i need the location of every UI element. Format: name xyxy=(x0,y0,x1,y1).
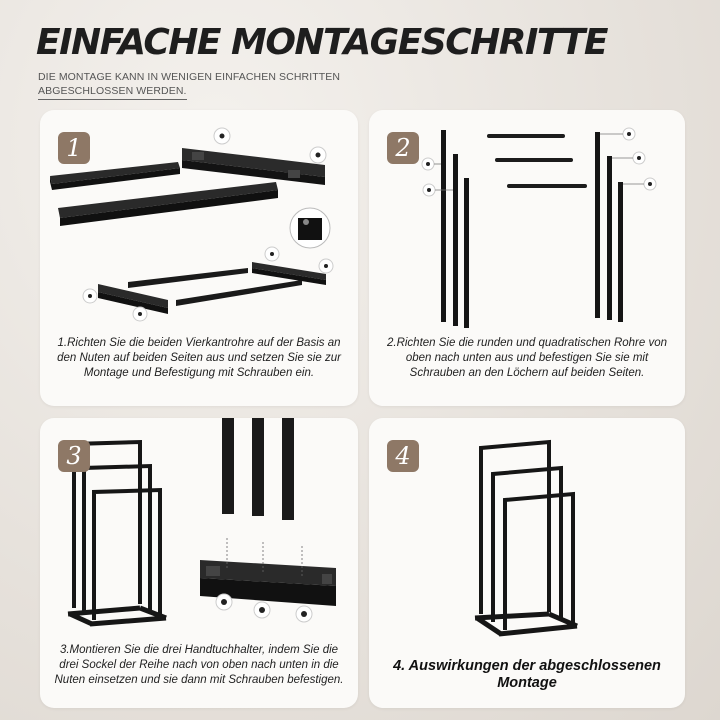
step-3-caption: 3.Montieren Sie die drei Handtuchhalter, indem Sie die drei Sockel der Reihe nach von oben nach unten in die Nuten einsetzen und sie dann mit Schrauben befestigen. xyxy=(54,644,344,686)
subtitle-line-2: ABGESCHLOSSEN WERDEN. xyxy=(38,84,187,100)
step-3-badge: 3 xyxy=(58,440,90,472)
step-3-card xyxy=(40,418,358,708)
page-title: EINFACHE MONTAGESCHRITTE xyxy=(36,22,607,63)
step-1-caption: 1.Richten Sie die beiden Vierkantrohre auf der Basis an den Nuten auf beiden Seiten aus und setzen Sie sie zur Montage und Befestigung mit Schrauben ein. xyxy=(57,337,341,379)
step-1-badge: 1 xyxy=(58,132,90,164)
step-4-badge: 4 xyxy=(387,440,419,472)
step-2-card xyxy=(369,110,685,406)
step-4-card xyxy=(369,418,685,708)
step-4-caption: 4. Auswirkungen der abgeschlossenen Montage xyxy=(393,658,661,691)
step-2-badge: 2 xyxy=(387,132,419,164)
step-1-card xyxy=(40,110,358,406)
step-2-caption: 2.Richten Sie die runden und quadratischen Rohre von oben nach unten aus und befestigen Sie sie mit Schrauben an den Löchern auf beiden Seiten. xyxy=(386,337,668,379)
subtitle-line-1: DIE MONTAGE KANN IN WENIGEN EINFACHEN SCHRITTEN xyxy=(38,71,341,83)
page-subtitle xyxy=(38,70,378,100)
